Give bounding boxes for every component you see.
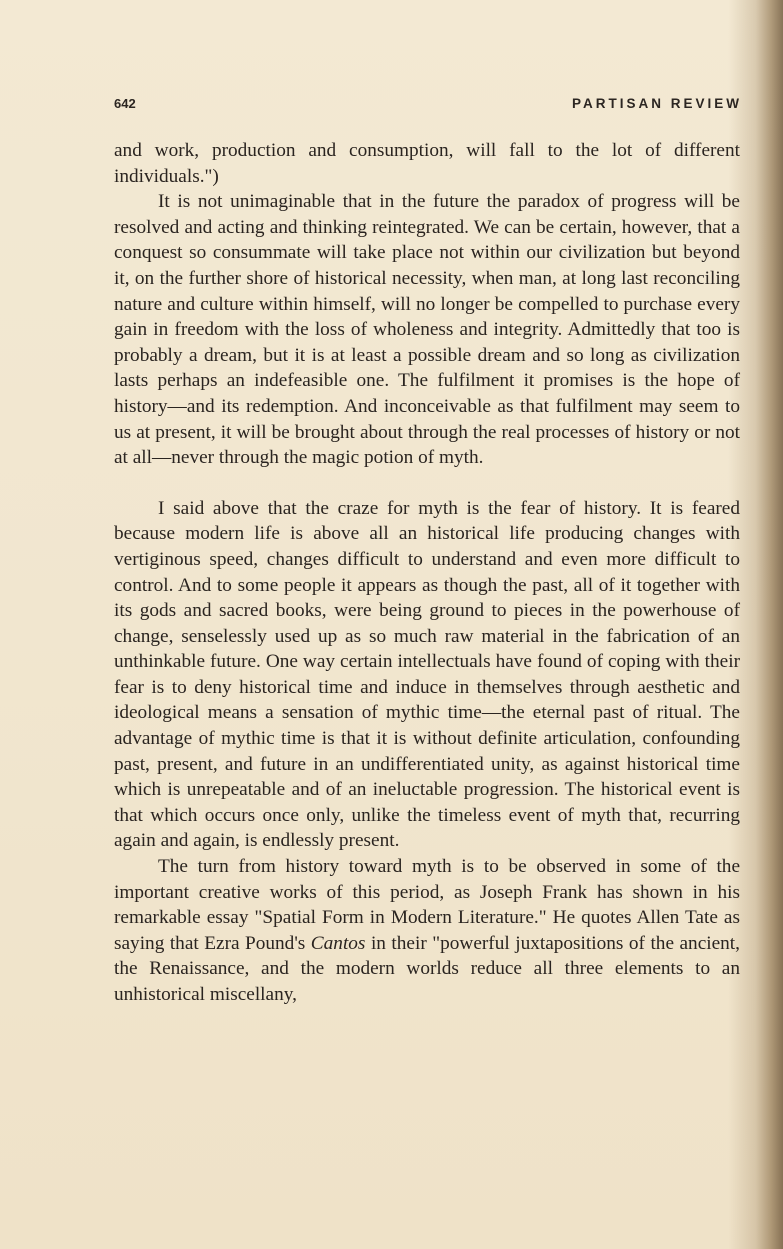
paragraph: It is not unimaginable that in the future the paradox of progress will be resolved and acting and thinking reintegrated. We can be certain, however, that a conquest so consummate will take place not within our civilization but beyond it, on the further shore of historical necessity, when man, at long last reconciling nature and culture within himself, will no longer be compelled to purchase every gain in freedom with the loss of wholeness and integrity. Admittedly that too is probably a dream, but it is at least a possible dream and so long as civilization lasts perhaps an indefeasible one. The fulfilment it promises is the hope of history—and its redemption. And inconceivable as that fulfilment may seem to us at present, it will be brought about through the real processes of history or not at all—never through the magic potion of myth.	[114, 191, 740, 469]
page-header	[114, 96, 742, 118]
running-head: PARTISAN REVIEW	[571, 96, 742, 111]
paragraph	[114, 854, 740, 1008]
paragraph: I said above that the craze for myth is the fear of history. It is feared because modern life is above all an historical life producing changes with vertiginous speed, changes difficult to understand and even more difficult to control. And to some people it appears as though the past, all of it together with its gods and sacred books, were being ground to pieces in the powerhouse of change, senselessly used up as so much raw material in the fabrication of an unthinkable future. One way certain intellectuals have found of coping with their fear is to deny historical time and induce in themselves through aesthetic and ideological means a sensation of mythic time—the eternal past of ritual. The advantage of mythic time is that it is without definite articulation, confounding past, present, and future in an undifferentiated unity, as against historical time which is unrepeatable and of an ineluctable progression. The historical event is that which occurs once only, unlike the timeless event of myth that, recurring again and again, is endlessly present.	[114, 497, 740, 852]
paragraph-text: in their "powerful juxtapositions of the ancient, the Renaissance, and the modern worlds reduce all three elements to an unhistorical miscellany,	[114, 932, 740, 1005]
page-number: 642	[114, 96, 136, 111]
paragraph: and work, production and consumption, will fall to the lot of different individuals.")	[114, 140, 740, 187]
italic-title: Cantos	[310, 932, 366, 954]
paragraph-text: The turn from history toward myth is to be observed in some of the important creative works of this period, as Joseph Frank has shown in his remarkable essay "Spatial Form in Modern Literature." He quotes Allen Tate as saying that Ezra Pound's	[114, 856, 740, 954]
body-text	[114, 138, 740, 1008]
